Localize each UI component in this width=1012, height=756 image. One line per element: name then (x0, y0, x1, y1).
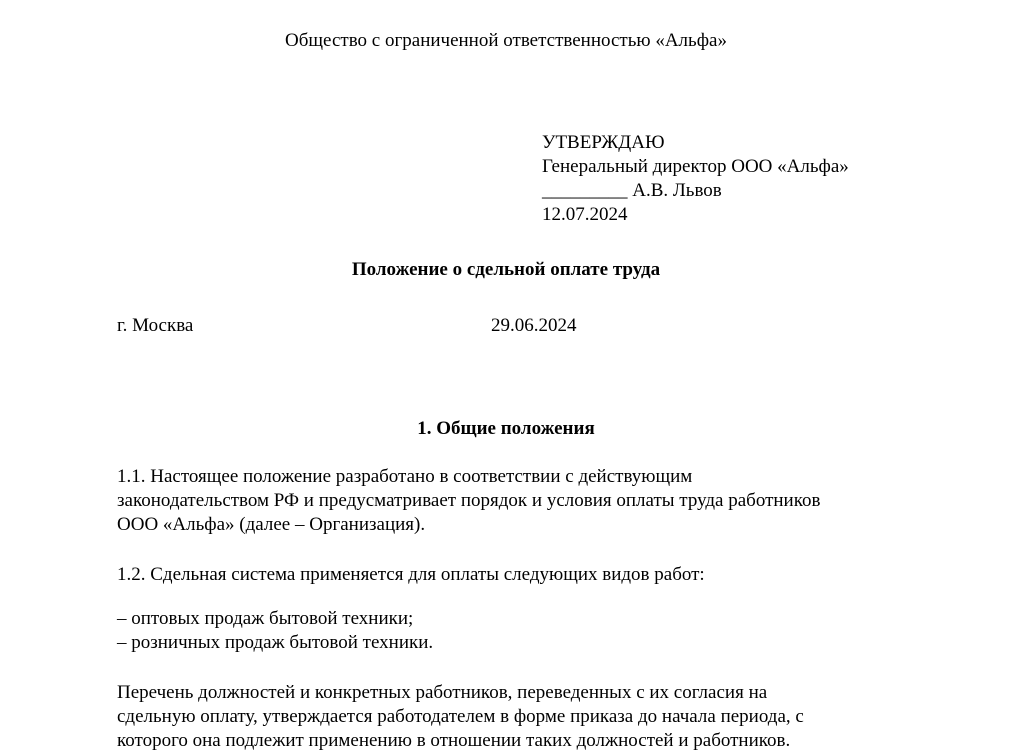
organization-name: Общество с ограниченной ответственностью «Альфа» (285, 30, 727, 51)
approval-block (542, 131, 849, 227)
paragraph-line: 1.1. Настоящее положение разработано в соответствии с действующим (117, 466, 693, 487)
approval-heading: УТВЕРЖДАЮ (542, 132, 665, 153)
paragraph-1-2 (117, 563, 705, 587)
paragraph-line: законодательством РФ и предусматривает порядок и условия оплаты труда работников (117, 490, 821, 511)
approval-date: 12.07.2024 (542, 204, 628, 225)
paragraph-line: которого она подлежит применению в отношении таких должностей и работников. (117, 730, 791, 751)
approval-position: Генеральный директор ООО «Альфа» (542, 156, 849, 177)
list-item: – оптовых продаж бытовой техники; (117, 608, 414, 629)
paragraph-line: сдельную оплату, утверждается работодателем в форме приказа до начала периода, с (117, 706, 804, 727)
document-place: г. Москва (117, 315, 194, 336)
list-item: – розничных продаж бытовой техники. (117, 632, 434, 653)
document-title: Положение о сдельной оплате труда (351, 259, 661, 280)
paragraph-line: 1.2. Сдельная система применяется для оплаты следующих видов работ: (117, 564, 705, 585)
document-date: 29.06.2024 (491, 315, 577, 336)
paragraph-line: Перечень должностей и конкретных работников, переведенных с их согласия на (117, 682, 768, 703)
work-types-list (117, 607, 433, 655)
paragraph-line: ООО «Альфа» (далее – Организация). (117, 514, 426, 535)
paragraph-positions (117, 681, 804, 753)
approval-signature: _________ А.В. Львов (542, 180, 722, 201)
paragraph-1-1 (117, 465, 820, 537)
section-heading: 1. Общие положения (417, 418, 595, 439)
